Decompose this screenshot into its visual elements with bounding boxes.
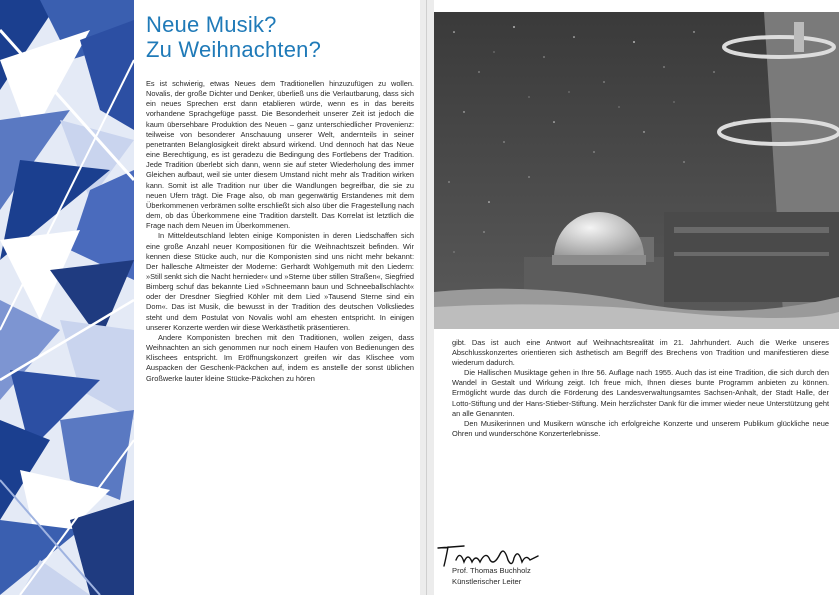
paragraph: Andere Komponisten brechen mit den Traditionen, wollen zeigen, dass Weihnachten an sich genommen nur noch einem Haufen von Bedienungen des Klischees entspricht. Im Eröffnungskonzert greifen wir das Klischee vom Auspacken der Geschenk-Päckchen auf, indem es anstelle der sonst üblichen Großwerke lauter kleine Stücke-Päckchen zu hören xyxy=(146,332,414,383)
paragraph: Die Hallischen Musiktage gehen in Ihre 56. Auflage nach 1955. Auch das ist eine Tradition, die sich durch den Wandel in Gestalt und Wirkung zeigt. Ich freue mich, Ihnen dieses bunte Programm anbieten zu können. Ermöglicht wurde das durch die Förderung des Landesverwaltungsamtes Sachsen-Anhalt, der Stadt Halle, der Lotto-Stiftung und der Hans-Stieber-Stiftung. Mein herzlichster Dank für die immer wieder neue Unterstützung geht an alle Genannten. xyxy=(452,368,829,418)
signature-role: Künstlerischer Leiter xyxy=(452,577,522,586)
signature-name: Prof. Thomas Buchholz xyxy=(452,566,531,575)
article-heading xyxy=(146,12,414,62)
intro-article xyxy=(146,12,414,592)
page-gutter xyxy=(420,0,434,595)
gutter-divider xyxy=(426,0,427,595)
paragraph: gibt. Das ist auch eine Antwort auf Weihnachtsrealität im 21. Jahrhundert. Auch die Werke unseres Abschlusskonzertes orientieren sich ästhetisch am Begriff des Brechens von Tradition und manifestieren diese wiederum dadurch. xyxy=(452,338,829,368)
article-body-continued xyxy=(452,338,829,439)
abstract-shard-artwork xyxy=(0,0,134,595)
paragraph: In Mitteldeutschland lebten einige Komponisten in deren Liedschaffen sich eine große Anzahl neuer Kompositionen für die Weihnachtszeit befinden. Wir kennen diese Stücke auch, nur die Komponisten sind uns nicht mehr bekannt: Der hallesche Altmeister der Moderne: Gerhardt Wohlgemuth mit den Liedern: »Still senkt sich die Nacht hernieder« und »Sterne über stillen Straßen«, Siegfried Bimberg schuf das bekannte Lied »Schneemann baun und Schneeballschlacht« oder der Dresdner Siegfried Köhler mit dem Lied »Tausend Sterne sind ein Dom«. Das ist Musik, die bewusst in der Tradition des deutschen Volksliedes steht und dem Postulat von Novalis wohl am ehesten entspricht. In einigen unserer Konzerte werden wir diese Werkästhetik präsentieren. xyxy=(146,231,414,332)
heading-line-1: Neue Musik? xyxy=(146,12,277,37)
article-continuation xyxy=(452,338,829,439)
article-body xyxy=(146,79,414,384)
observatory-photo xyxy=(434,12,839,329)
paragraph: Den Musikerinnen und Musikern wünsche ich erfolgreiche Konzerte und unserem Publikum glückliche neue Ohren und wunderschöne Konzerterlebnisse. xyxy=(452,418,829,438)
heading-line-2: Zu Weihnachten? xyxy=(146,37,322,62)
paragraph: Es ist schwierig, etwas Neues dem Traditionellen hinzuzufügen zu wollen. Novalis, der große Dichter und Denker, überließ uns die Verlautbarung, dass sich ein neues Sprechen erst dann etablieren würde, wenn es in das bereits vorhandene Sprachgefüge passt. Die Besonderheit unserer Zeit ist jedoch die kaum übersehbare Produktion des Neuen – ganz unterschiedlicher Provenienz: teilweise von besonderer Anschauung unserer Welt, andernteils in seiner penetranten Belanglosigkeit direkt absurd wirkend. Und dennoch hat das Neue eine Berechtigung, es ist geradezu die Bedingung des Fortlebens der Tradition. Jede Tradition überlebt sich dann, wenn sie auf steter Wiederholung des immer Gleichen aufbaut, weil sie unter diesem Umstand nicht mehr als Tradition wirken kann. Somit ist alle Tradition nur über die Wandlungen begreifbar, die sie zu neuen Ufern trägt. Die Frage also, ob man gegenwärtig Erstandenes mit dem Überkommenen verbrämen sollte erschließt sich also über die Fragestellung nach dem, ob das Überkommene eine Tradition darstellt. Das Korrelat ist letztlich die Frage nach dem Neuen im Überkommenen. xyxy=(146,79,414,231)
